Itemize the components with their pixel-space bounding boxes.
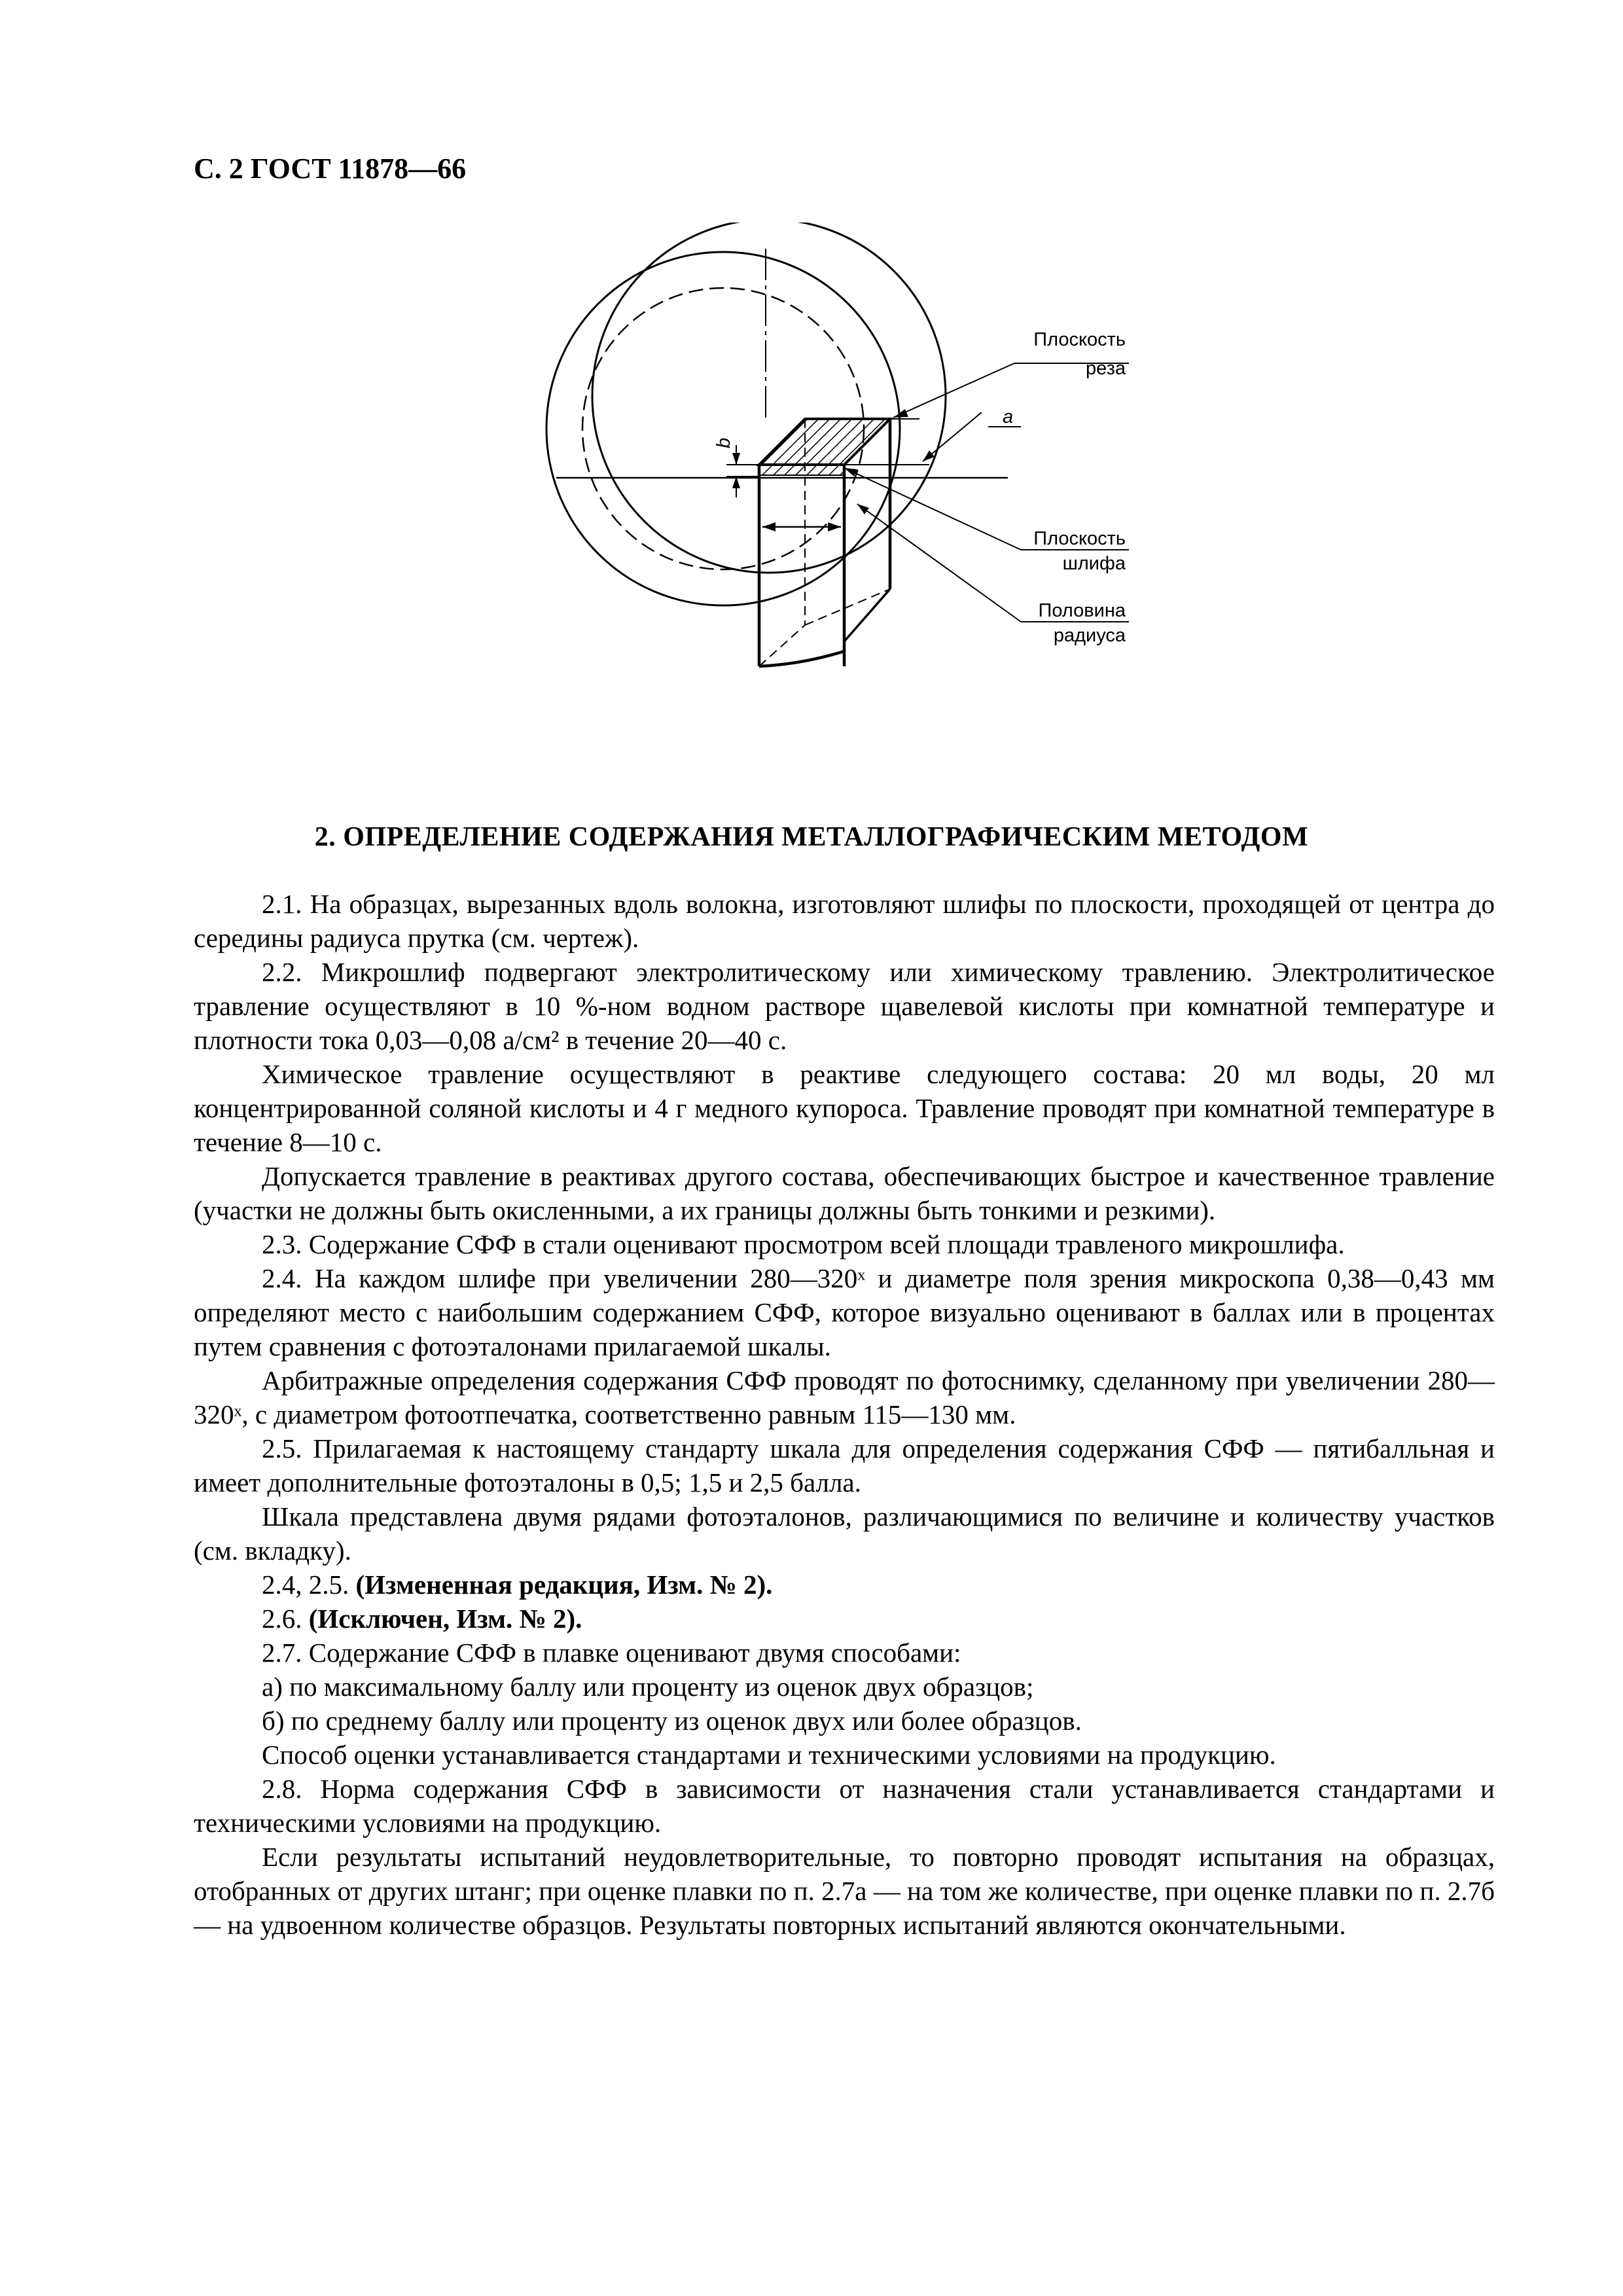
section-title: 2. ОПРЕДЕЛЕНИЕ СОДЕРЖАНИЯ МЕТАЛЛОГРАФИЧЕСКИМ МЕТОДОМ <box>314 822 1309 852</box>
paragraph-2-4-arbitration: Арбитражные определения содержания СФФ проводят по фотоснимку, сделанному при увеличении 280—320ˣ, с диаметром фотоотпечатка, соответственно равным 115—130 мм. <box>194 1365 1495 1429</box>
p2-6-text: (Исключен, Изм. № 2). <box>308 1604 582 1634</box>
paragraph-amendment <box>194 1568 1495 1602</box>
paragraph-2-8: 2.8. Норма содержания СФФ в зависимости от назначения стали устанавливается стандартами и техническими условиями на продукцию. <box>194 1774 1495 1838</box>
paragraph-2-2-chemical: Химическое травление осуществляют в реактиве следующего состава: 20 мл воды, 20 мл концентрированной соляной кислоты и 4 г медного купороса. Травление проводят при комнатной температуре в течение 8—10 с. <box>194 1059 1495 1157</box>
cut-plane-label-1: Плоскость <box>1033 329 1126 350</box>
dimension-b-label: b <box>713 437 734 448</box>
paragraph-2-3: 2.3. Содержание СФФ в стали оценивают просмотром всей площади травленого микрошлифа. <box>262 1229 1345 1259</box>
half-radius-label-1: Половина <box>1038 600 1126 621</box>
paragraph-2-8-retest: Если результаты испытаний неудовлетворительные, то повторно проводят испытания на образцах, отобранных от других штанг; при оценке плавки по п. 2.7а — на том же количестве, при оценке плавки по п. 2.7б — на удвоенном количестве образцов. Результаты повторных испытаний являются окончательными. <box>194 1842 1495 1940</box>
paragraph-2-4: 2.4. На каждом шлифе при увеличении 280—320ˣ и диаметре поля зрения микроскопа 0,38—0,43 мм определяют место с наибольшим содержанием СФФ, которое визуально оценивают в баллах или в процентах путем сравнения с фотоэталонами прилагаемой шкалы. <box>194 1263 1495 1361</box>
p2-6-number: 2.6. <box>262 1604 302 1634</box>
bar-circle-offset <box>592 223 946 573</box>
paragraph-2-7-method: Способ оценки устанавливается стандартами и техническими условиями на продукцию. <box>262 1740 1276 1770</box>
paragraph-2-1: 2.1. На образцах, вырезанных вдоль волокна, изготовляют шлифы по плоскости, проходящей от центра до середины радиуса прутка (см. чертеж). <box>194 889 1495 953</box>
paragraph-2-5-scale: Шкала представлена двумя рядами фотоэталонов, различающимися по величине и количеству участков (см. вкладку). <box>194 1501 1495 1566</box>
cut-plane-hatched <box>759 419 890 465</box>
grind-plane-label-1: Плоскость <box>1033 528 1126 549</box>
amendment-text: (Измененная редакция, Изм. № 2). <box>355 1570 773 1600</box>
cut-plane-label-2: реза <box>1085 358 1126 379</box>
paragraph-2-5: 2.5. Прилагаемая к настоящему стандарту шкала для определения содержания СФФ — пятибалльная и имеет дополнительные фотоэталоны в 0,5; 1,5 и 2,5 балла. <box>194 1433 1495 1498</box>
paragraph-2-2: 2.2. Микрошлиф подвергают электролитическому или химическому травлению. Электролитическое травление осуществляют в 10 %-ном водном растворе щавелевой кислоты при комнатной температуре и плотности тока 0,03—0,08 а/см² в течение 20—40 с. <box>194 957 1495 1055</box>
paragraph-2-2-other: Допускается травление в реактивах другого состава, обеспечивающих быстрое и качественное травление (участки не должны быть окисленными, а их границы должны быть тонкими и резкими). <box>194 1161 1495 1225</box>
specimen-cutting-diagram <box>537 223 1165 694</box>
grind-plane-hatched <box>759 465 844 475</box>
page-header: С. 2 ГОСТ 11878—66 <box>194 152 467 185</box>
amendment-number: 2.4, 2.5. <box>262 1570 349 1600</box>
body-text <box>194 887 1495 1942</box>
paragraph-2-7-b: б) по среднему баллу или проценту из оценок двух или более образцов. <box>262 1706 1082 1736</box>
grind-plane-label-2: шлифа <box>1062 553 1126 574</box>
paragraph-2-6 <box>194 1602 1495 1636</box>
paragraph-2-7-a: а) по максимальному баллу или проценту из оценок двух образцов; <box>262 1672 1034 1702</box>
paragraph-2-7: 2.7. Содержание СФФ в плавке оценивают двумя способами: <box>262 1638 961 1668</box>
dimension-a-label: a <box>1003 406 1014 427</box>
half-radius-label-2: радиуса <box>1053 625 1126 646</box>
